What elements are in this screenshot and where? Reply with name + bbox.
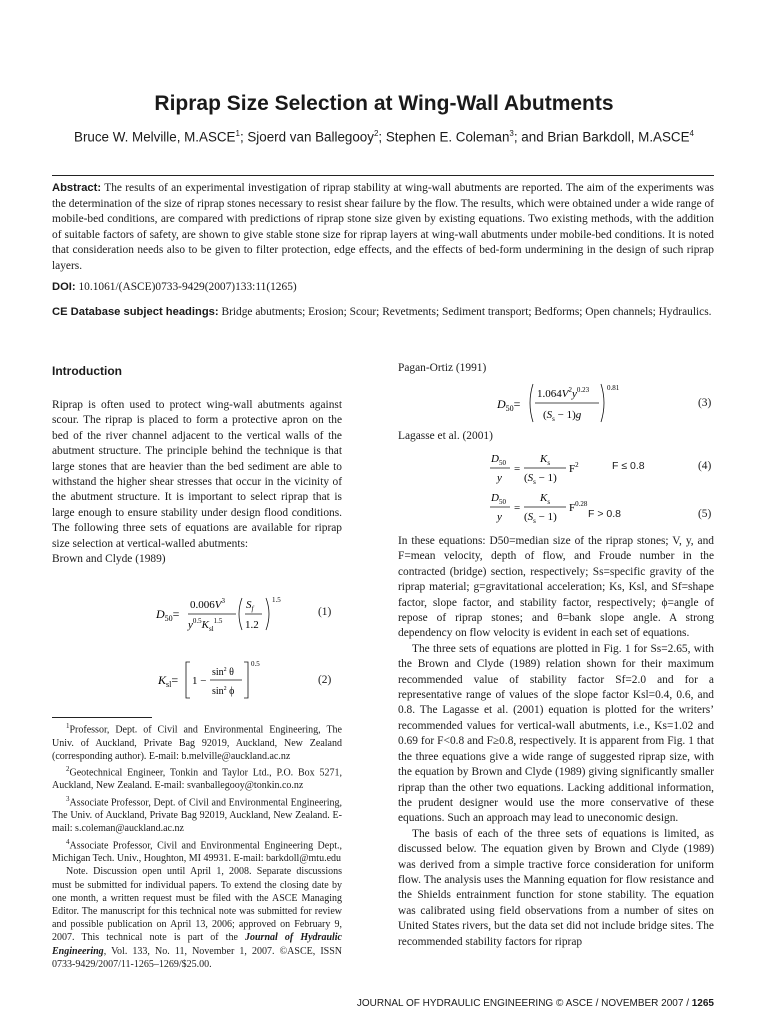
equation-5-number: (5): [698, 508, 712, 520]
equation-3: [495, 378, 645, 426]
paper-title: Riprap Size Selection at Wing-Wall Abutments: [154, 92, 614, 115]
svg-text:sin2 ϕ: $\sin^2 \phi$: [212, 686, 235, 697]
svg-text:(Ss − 1)g: $(S_s - 1)g$: [543, 409, 582, 423]
svg-text:1.064V2y0.23: $1.064V^2y^{0.23}$: [537, 386, 590, 400]
basis-paragraph: The basis of each of the three sets of equations is limited, as discussed below. The equation given by Brown and Clyde (1989) was derived from a simple tractive force consideration for uniform flow. The analysis uses the Manning equation for flow resistance and the Shields entrainment function for stone stability. The equation was calibrated using field observations from a number of sites on United States rivers, but the data set did not include bridge sites. The recommended stability factors for riprap: [398, 827, 714, 948]
equation-2: [150, 654, 280, 704]
svg-text:sin2 θ: $\sin^2 \theta$: [212, 667, 234, 678]
svg-text:F2: $F^2$: [569, 461, 579, 475]
page-number: 1265: [691, 998, 714, 1009]
page-footer: [352, 998, 714, 1009]
doi: [52, 280, 714, 295]
svg-text:(Ss − 1): $(S_s - 1)$: [524, 511, 557, 525]
footnote-4: $^4$Associate Professor, Civil and Environmental Engineering Dept., Michigan Tech. Univ., Houghton, MI 49931. E-mail: barkdoll@mtu.edu: [52, 837, 342, 865]
definitions-paragraph: In these equations: D50=median size of the riprap stones; V, y, and F=mean velocity, depth of flow, and Froude number in the contracted (bridge) section, respectively; Ss=specific gravity of the riprap material; g=gravitational acceleration; Ks, Ksl, and Sf=shape factor, slope factor, and stability factor, respectively; ϕ=angle of repose of riprap stones; and θ=bank slope angle. A strong dependency on flow velocity is evident in each set of equations.: [398, 535, 714, 640]
comparison-paragraph: The three sets of equations are plotted in Fig. 1 for Ss=2.65, with the Brown and Clyde (1989) relation shown for their maximum recommended value of stability factor Sf=2.0 and for a representative range of values of the slope factor Ksl=0.4, 0.6, and 0.8. The Lagasse et al. (2001) equation is plotted for the writers’ recommended values for vertical-wall abutments, i.e., Ks=1.02 and 0.69 for F<0.8 and F≥0.8, respectively. It is apparent from Fig. 1 that the three equations give a wide range of suggested riprap size, with the equation by Brown and Clyde (1989) giving significantly smaller riprap than the other two equations. Lacking additional information, the prudent designer would use the more conservative of these equations. Such an approach may lead to uneconomic design.: [398, 642, 714, 825]
journal-footer: JOURNAL OF HYDRAULIC ENGINEERING © ASCE / NOVEMBER 2007 /: [356, 998, 692, 1009]
lagasse-label: Lagasse et al. (2001): [398, 430, 493, 442]
equation-4-number: (4): [698, 460, 712, 472]
svg-text:1 −: 1 −: [192, 675, 207, 687]
svg-text:D50=: $D_{50}=$: [497, 397, 521, 413]
footnote-rule: [52, 717, 152, 718]
doi-value[interactable]: 10.1061/(ASCE)0733-9429(2007)133:11(1265): [78, 281, 297, 293]
equation-4-condition: F ≤ 0.8: [612, 460, 645, 472]
brown-clyde-label: Brown and Clyde (1989): [52, 553, 166, 566]
svg-text:(Ss − 1): $(S_s - 1)$: [524, 472, 557, 486]
svg-text:D50: $D_{50}$: [491, 492, 506, 506]
intro-paragraph: Riprap is often used to protect wing-wall abutments against scour. The riprap is placed to form a protective apron on the bed of the river channel adjacent to the vertical walls of the abutment structure. The principle behind the technique is that large stones that are heavier than the bed sediment are able to withstand the higher shear stresses that occur in the vicinity of the abutment structure. It is important to select riprap that is large enough to ensure stability under design flood conditions. The following three sets of equations are available for riprap size selection at vertical-walled abutments:: [52, 399, 342, 550]
equation-4: [488, 447, 628, 487]
svg-text:=: =: [514, 463, 521, 475]
author-3: ; Stephen E. Coleman: [378, 129, 510, 145]
subject-headings: [52, 305, 714, 321]
svg-text:D50: $D_{50}$: [491, 453, 506, 467]
abstract: [52, 181, 714, 274]
right-column-text: [398, 534, 714, 950]
svg-text:0.81: 0.81: [607, 384, 620, 392]
pagan-ortiz-label: Pagan-Ortiz (1991): [398, 362, 487, 374]
equation-5-condition: F > 0.8: [588, 508, 621, 520]
svg-text:Ks: $K_s$: [540, 492, 551, 506]
svg-text:0.006V3: $0.006V^3$: [190, 597, 225, 611]
subject-headings-value: Bridge abutments; Erosion; Scour; Revetments; Sediment transport; Bedforms; Open channels; Hydraulics.: [221, 306, 712, 318]
abstract-top-rule: [52, 175, 714, 176]
footnote-1: $^1$Professor, Dept. of Civil and Environmental Engineering, The Univ. of Auckland, Private Bag 92019, Auckland, New Zealand (corresponding author). E-mail: b.melville@auckland.ac.nz: [52, 722, 342, 762]
svg-text:y0.5Ksl1.5: $y^{0.5}K_{sl}^{1.5}$: [188, 617, 223, 633]
svg-text:=: =: [514, 502, 521, 514]
equation-3-number: (3): [698, 397, 712, 409]
introduction-text: [52, 398, 342, 567]
author-2: ; Sjoerd van Ballegooy: [239, 129, 374, 145]
equation-5: [488, 486, 628, 526]
svg-text:1.2: 1.2: [245, 619, 259, 631]
footnote-3: $^3$Associate Professor, Dept. of Civil and Environmental Engineering, The Univ. of Auckland, Private Bag 92019, Auckland, New Zealand. E-mail: s.coleman@auckland.ac.nz: [52, 794, 342, 835]
subject-headings-label: CE Database subject headings:: [52, 306, 219, 318]
svg-text:Ks: $K_s$: [540, 453, 551, 467]
doi-label: DOI:: [52, 281, 76, 293]
svg-text:F0.28: $F^{0.28}$: [569, 500, 588, 514]
equation-2-number: (2): [318, 674, 332, 686]
footnotes: [52, 720, 342, 971]
discussion-note: Note. Discussion open until April 1, 2008. Separate discussions must be submitted for individual papers. To extend the closing date by one month, a written request must be filed with the ASCE Managing Editor. The manuscript for this technical note was submitted for review and possible publication on April 13, 2006; approved on February 9, 2007. This technical note is part of the Journal of Hydraulic Engineering, Vol. 133, No. 11, November 1, 2007. ©ASCE, ISSN 0733-9429/2007/11-1265–1269/$25.00.: [52, 866, 342, 970]
footnote-2: $^2$Geotechnical Engineer, Tonkin and Taylor Ltd., P.O. Box 5271, Auckland, New Zealand. E-mail: svanballegooy@tonkin.co.nz: [52, 764, 342, 792]
svg-text:Sf: $S_f$: [246, 599, 254, 613]
author-1: Bruce W. Melville, M.ASCE: [74, 129, 236, 145]
abstract-text: The results of an experimental investigation of riprap stability at wing-wall abutments are reported. The aim of the experiments was the determination of the size of riprap stones necessary to resist shear failure by the flow. The results, which were obtained under a wide range of mobile-bed conditions, are compared with predictions of riprap stone size given by existing equations. Two existing methods, with the addition of suitable factors of safety, are shown to give stable stone size for riprap layers at wing-wall abutments under mobile-bed conditions. It is noted that consideration needs also to be given to filter protection, edge effects, and the effects of bed-form undermining in the design of such riprap layers.: [52, 182, 714, 272]
author-list: Bruce W. Melville, M.ASCE$^1$; Sjoerd van Ballegooy$^2$; Stephen E. Coleman$^3$; and Brian Barkdoll, M.ASCE$^4$: [74, 129, 694, 145]
author-4: ; and Brian Barkdoll, M.ASCE: [513, 129, 690, 145]
equation-1: [150, 590, 300, 636]
section-heading-introduction: Introduction: [52, 364, 122, 378]
equation-1-number: (1): [318, 606, 332, 618]
svg-text:Ksl=: $K_{sl}=$: [158, 673, 179, 689]
svg-text:0.5: 0.5: [251, 660, 260, 668]
abstract-label: Abstract:: [52, 182, 102, 194]
svg-text:1.5: 1.5: [272, 596, 281, 604]
svg-text:D50=: $D_{50}=$: [156, 607, 180, 623]
svg-text:y: y: [497, 511, 502, 523]
svg-text:y: y: [497, 472, 502, 484]
